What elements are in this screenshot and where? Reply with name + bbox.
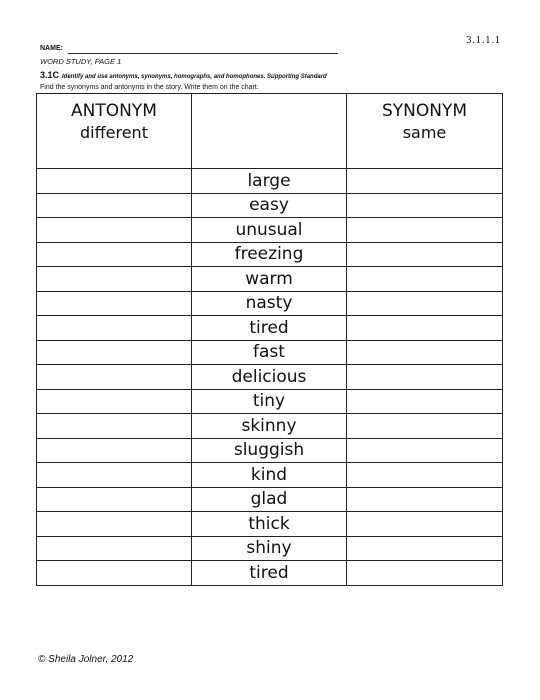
synonym-answer-cell[interactable] [347, 291, 503, 316]
word-cell [192, 389, 347, 414]
synonym-answer-cell[interactable] [347, 340, 503, 365]
synonym-answer-cell[interactable] [347, 389, 503, 414]
word-cell [192, 536, 347, 561]
word-cell [192, 340, 347, 365]
synonym-answer-cell[interactable] [347, 561, 503, 586]
antonym-answer-cell[interactable] [37, 242, 192, 267]
antonym-answer-cell[interactable] [37, 414, 192, 439]
antonym-answer-cell[interactable] [37, 169, 192, 194]
synonym-answer-cell[interactable] [347, 487, 503, 512]
page-id: 3.1.1.1 [466, 36, 501, 46]
word-cell [192, 438, 347, 463]
word-cell [192, 487, 347, 512]
word-header [192, 94, 347, 169]
synonym-answer-cell[interactable] [347, 267, 503, 292]
antonym-subtitle: different [80, 123, 148, 142]
standard-code: 3.1C [40, 70, 60, 80]
word-cell [192, 365, 347, 390]
word-cell [192, 561, 347, 586]
synonym-answer-cell[interactable] [347, 169, 503, 194]
table-row [37, 316, 503, 341]
word-cell [192, 242, 347, 267]
word-text: shiny [246, 538, 292, 559]
word-cell [192, 267, 347, 292]
antonym-answer-cell[interactable] [37, 365, 192, 390]
word-text: tired [249, 562, 289, 583]
table-row [37, 512, 503, 537]
table-row [37, 414, 503, 439]
copyright: © Sheila Jolner, 2012 [38, 654, 134, 665]
table-row [37, 291, 503, 316]
word-cell [192, 291, 347, 316]
table-row [37, 267, 503, 292]
word-chart-body [37, 94, 503, 586]
synonym-answer-cell[interactable] [347, 536, 503, 561]
synonym-answer-cell[interactable] [347, 218, 503, 243]
synonym-answer-cell[interactable] [347, 512, 503, 537]
word-text: fast [253, 342, 285, 363]
antonym-answer-cell[interactable] [37, 487, 192, 512]
table-row [37, 218, 503, 243]
word-text: skinny [241, 415, 297, 436]
antonym-answer-cell[interactable] [37, 463, 192, 488]
antonym-answer-cell[interactable] [37, 316, 192, 341]
synonym-answer-cell[interactable] [347, 242, 503, 267]
standard-text: Identify and use antonyms, synonyms, homographs, and homophones. Supporting Standard [62, 74, 327, 80]
synonym-answer-cell[interactable] [347, 193, 503, 218]
word-text: unusual [235, 219, 303, 240]
word-text: tiny [252, 391, 286, 412]
synonym-answer-cell[interactable] [347, 463, 503, 488]
antonym-title: ANTONYM [71, 101, 157, 121]
word-chart [36, 93, 503, 586]
synonym-header [347, 94, 503, 169]
word-text: large [247, 170, 291, 191]
synonym-answer-cell[interactable] [347, 414, 503, 439]
antonym-answer-cell[interactable] [37, 438, 192, 463]
synonym-answer-cell[interactable] [347, 438, 503, 463]
antonym-answer-cell[interactable] [37, 512, 192, 537]
word-text: warm [245, 268, 293, 289]
word-text: sluggish [233, 440, 305, 461]
table-row [37, 561, 503, 586]
table-row [37, 438, 503, 463]
word-cell [192, 414, 347, 439]
table-row [37, 242, 503, 267]
word-text: tired [249, 317, 289, 338]
worksheet-subtitle: WORD STUDY, PAGE 1 [40, 57, 122, 66]
antonym-answer-cell[interactable] [37, 218, 192, 243]
table-row [37, 487, 503, 512]
chart-header-row [37, 94, 503, 169]
name-line [68, 53, 338, 54]
antonym-answer-cell[interactable] [37, 267, 192, 292]
synonym-title: SYNONYM [381, 101, 468, 121]
table-row [37, 536, 503, 561]
word-text: thick [248, 513, 290, 534]
table-row [37, 463, 503, 488]
word-text: glad [250, 489, 288, 510]
word-text: delicious [231, 366, 307, 387]
word-cell [192, 512, 347, 537]
word-cell [192, 218, 347, 243]
word-cell [192, 193, 347, 218]
antonym-answer-cell[interactable] [37, 193, 192, 218]
table-row [37, 193, 503, 218]
antonym-answer-cell[interactable] [37, 389, 192, 414]
standard-statement [40, 70, 327, 80]
instructions: Find the synonyms and antonyms in the story. Write them on the chart. [40, 84, 259, 91]
synonym-answer-cell[interactable] [347, 316, 503, 341]
name-label: NAME: [40, 45, 63, 52]
antonym-answer-cell[interactable] [37, 291, 192, 316]
antonym-answer-cell[interactable] [37, 340, 192, 365]
word-cell [192, 316, 347, 341]
table-row [37, 340, 503, 365]
word-text: kind [250, 464, 288, 485]
word-cell [192, 169, 347, 194]
antonym-answer-cell[interactable] [37, 536, 192, 561]
word-text: nasty [245, 293, 293, 314]
table-row [37, 169, 503, 194]
table-row [37, 389, 503, 414]
synonym-subtitle: same [402, 123, 447, 142]
word-cell [192, 463, 347, 488]
antonym-header [37, 94, 192, 169]
word-text: freezing [234, 244, 304, 265]
synonym-answer-cell[interactable] [347, 365, 503, 390]
antonym-answer-cell[interactable] [37, 561, 192, 586]
table-row [37, 365, 503, 390]
word-text: easy [249, 195, 289, 216]
